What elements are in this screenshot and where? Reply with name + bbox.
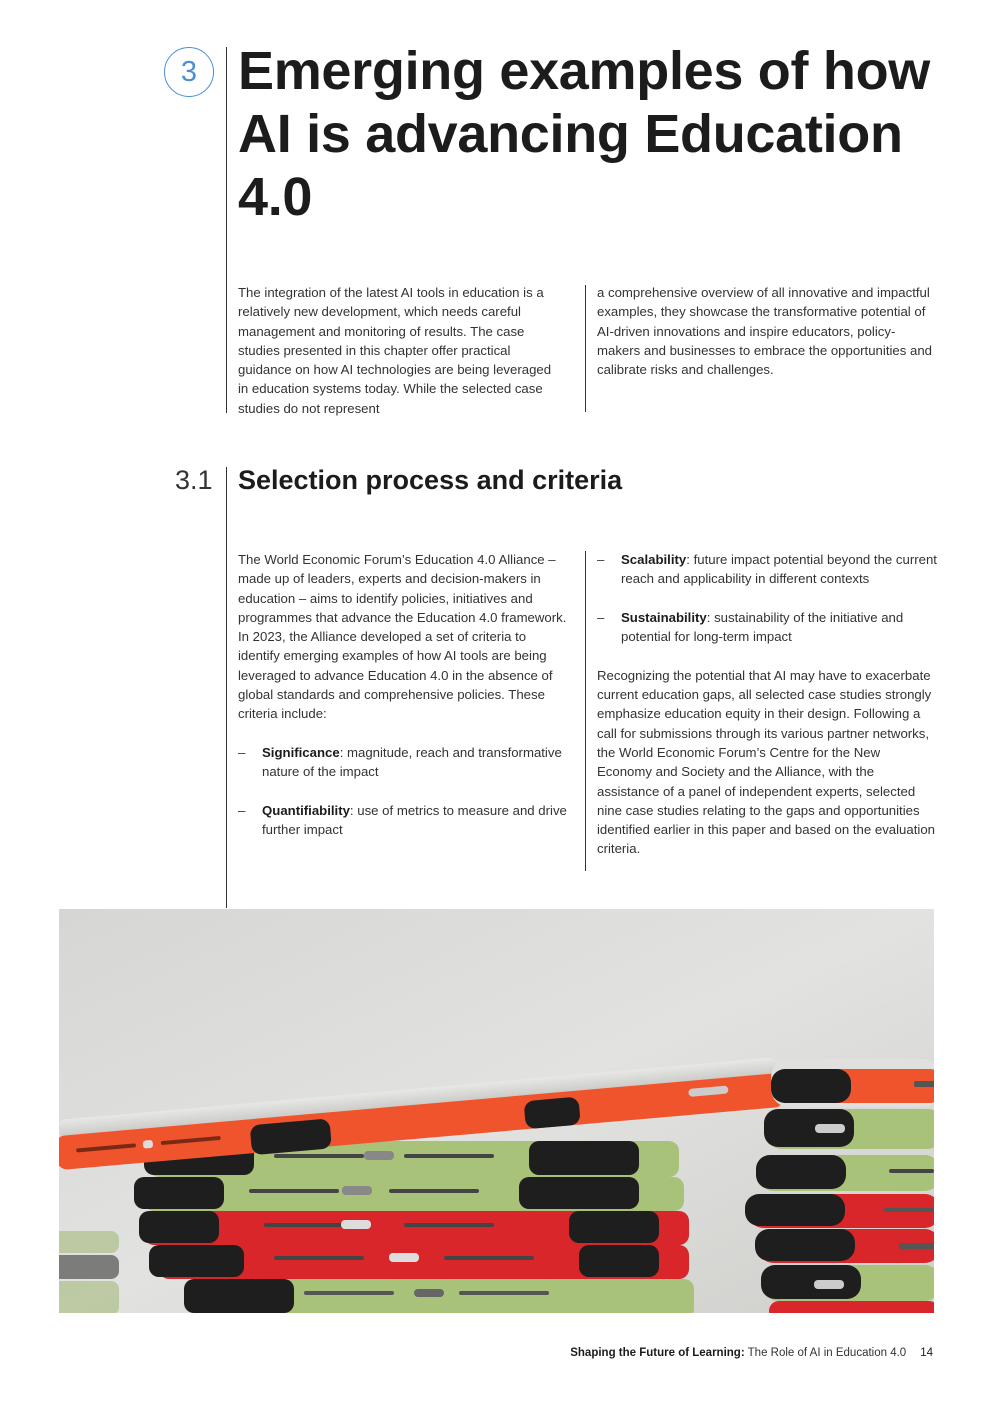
section-column-2 (597, 550, 937, 859)
stacked-tablets-illustration (59, 909, 934, 1313)
criterion-term: Scalability (621, 552, 687, 567)
page-footer (0, 1347, 933, 1359)
section-divider-line (226, 467, 227, 908)
criterion-description: : use of metrics to measure and drive further impact (262, 802, 567, 838)
criterion-significance (238, 743, 568, 782)
criterion-quantifiability (238, 801, 568, 840)
section-title: Selection process and criteria (238, 465, 623, 495)
chapter-title: Emerging examples of how AI is advancing Education 4.0 (238, 41, 930, 227)
stacked-tablets-photo (59, 909, 934, 1313)
criterion-scalability (597, 550, 937, 589)
section-closing-paragraph: Recognizing the potential that AI may have to exacerbate current education gaps, all selected case studies strongly emphasize education equity in their design. Following a call for submissions through its various partner networks, the World Economic Forum’s Centre for the New Economy and Society and the Alliance, with the assistance of a panel of independent experts, selected nine case studies relating to the gaps and opportunities identified earlier in this paper and based on the evaluation criteria. (597, 667, 935, 857)
chapter-divider-line (226, 47, 227, 413)
bullet-dash: – (597, 552, 605, 567)
criterion-term: Sustainability (621, 609, 707, 625)
criterion-description: : future impact potential beyond the current reach and applicability in different contexts (621, 552, 937, 587)
intro-column-2: a comprehensive overview of all innovative and impactful examples, they showcase the transformative potential of AI-driven innovations and inspire educators, policy-makers and businesses to embrace the opportunities and calibrate risks and challenges. (597, 285, 933, 378)
chapter-number: 3 (180, 55, 198, 88)
footer-title-rest: The Role of AI in Education 4.0 (744, 1347, 907, 1359)
chapter-number-badge (164, 47, 214, 97)
criterion-term: Quantifiability (262, 802, 350, 818)
bullet-dash: – (238, 802, 246, 818)
intro-column-divider (585, 285, 586, 412)
criterion-term: Significance (262, 744, 340, 760)
criterion-description: : sustainability of the initiative and potential for long-term impact (621, 609, 904, 645)
section-column-divider (585, 551, 586, 871)
section-column-1 (238, 550, 568, 839)
criterion-sustainability (597, 608, 937, 647)
bullet-dash: – (238, 744, 246, 760)
section-number: 3.1 (175, 465, 213, 495)
bullet-dash: – (597, 609, 605, 625)
criterion-description: : magnitude, reach and transformative nature of the impact (262, 744, 562, 780)
section-intro-paragraph: The World Economic Forum’s Education 4.0 Alliance – made up of leaders, experts and decision-makers in education – aims to identify policies, initiatives and programmes that advance the Education 4.0 framework. In 2023, the Alliance developed a set of criteria to identify emerging examples of how AI tools are being leveraged to advance Education 4.0 in the absence of global standards and comprehensive policies. These criteria include: (238, 552, 567, 722)
intro-column-1: The integration of the latest AI tools in education is a relatively new development, which needs careful management and monitoring of results. The case studies presented in this chapter offer practical guidance on how AI technologies are being leveraged in education systems today. While the selected case studies do not represent (238, 285, 552, 416)
page-number: 14 (920, 1347, 933, 1359)
footer-title-bold: Shaping the Future of Learning: (570, 1347, 745, 1359)
